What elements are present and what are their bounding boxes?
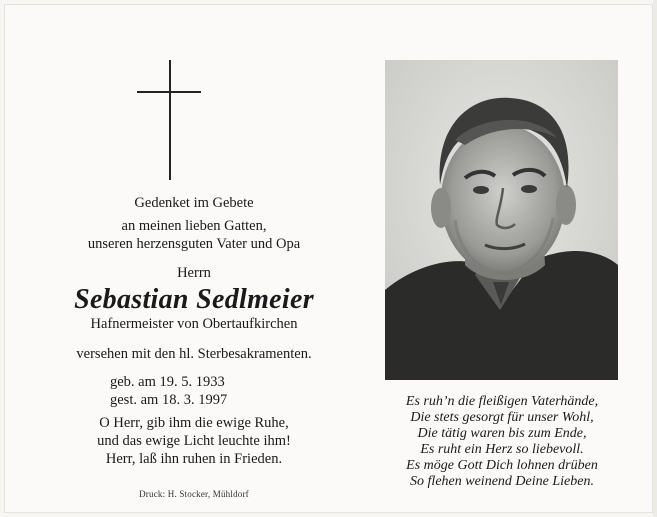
card-edge: [653, 0, 657, 517]
poem-line: Die tätig waren bis zum Ende,: [417, 426, 587, 441]
deceased-name: Sebastian Sedlmeier: [74, 284, 314, 315]
dedication-line: an meinen lieben Gatten,: [121, 218, 267, 234]
dedication: [44, 217, 344, 253]
poem-line: Es möge Gott Dich lohnen drüben: [406, 458, 598, 473]
dedication-line: unseren herzensguten Vater und Opa: [87, 236, 301, 252]
cross-horizontal: [137, 91, 201, 93]
poem-line: Die stets gesorgt für unser Wohl,: [410, 410, 594, 425]
portrait-illustration: [385, 60, 618, 380]
birth-date: geb. am 19. 5. 1933: [110, 374, 225, 390]
poem: [376, 394, 628, 490]
printer-credit: Druck: H. Stocker, Mühldorf: [139, 489, 249, 499]
prayer-line: O Herr, gib ihm die ewige Ruhe,: [99, 415, 289, 431]
occupation: Hafnermeister von Obertaufkirchen: [90, 316, 298, 332]
cross-icon: [134, 60, 204, 180]
prayer: [44, 414, 344, 468]
prayer-line: Herr, laß ihn ruhen in Frieden.: [105, 451, 283, 467]
life-dates: [110, 373, 310, 409]
sacraments-text: versehen mit den hl. Sterbesakramenten.: [76, 346, 312, 362]
intro-text: Gedenket im Gebete: [134, 195, 254, 211]
poem-line: Es ruh’n die fleißigen Vaterhände,: [405, 394, 599, 409]
poem-line: So flehen weinend Deine Lieben.: [410, 474, 594, 489]
memorial-card: [4, 4, 653, 513]
cross-vertical: [169, 60, 171, 180]
salutation: Herrn: [177, 265, 211, 281]
prayer-line: und das ewige Licht leuchte ihm!: [97, 433, 291, 449]
poem-line: Es ruht ein Herz so liebevoll.: [420, 442, 584, 457]
death-date: gest. am 18. 3. 1997: [110, 392, 228, 408]
portrait-photo: [385, 60, 618, 380]
